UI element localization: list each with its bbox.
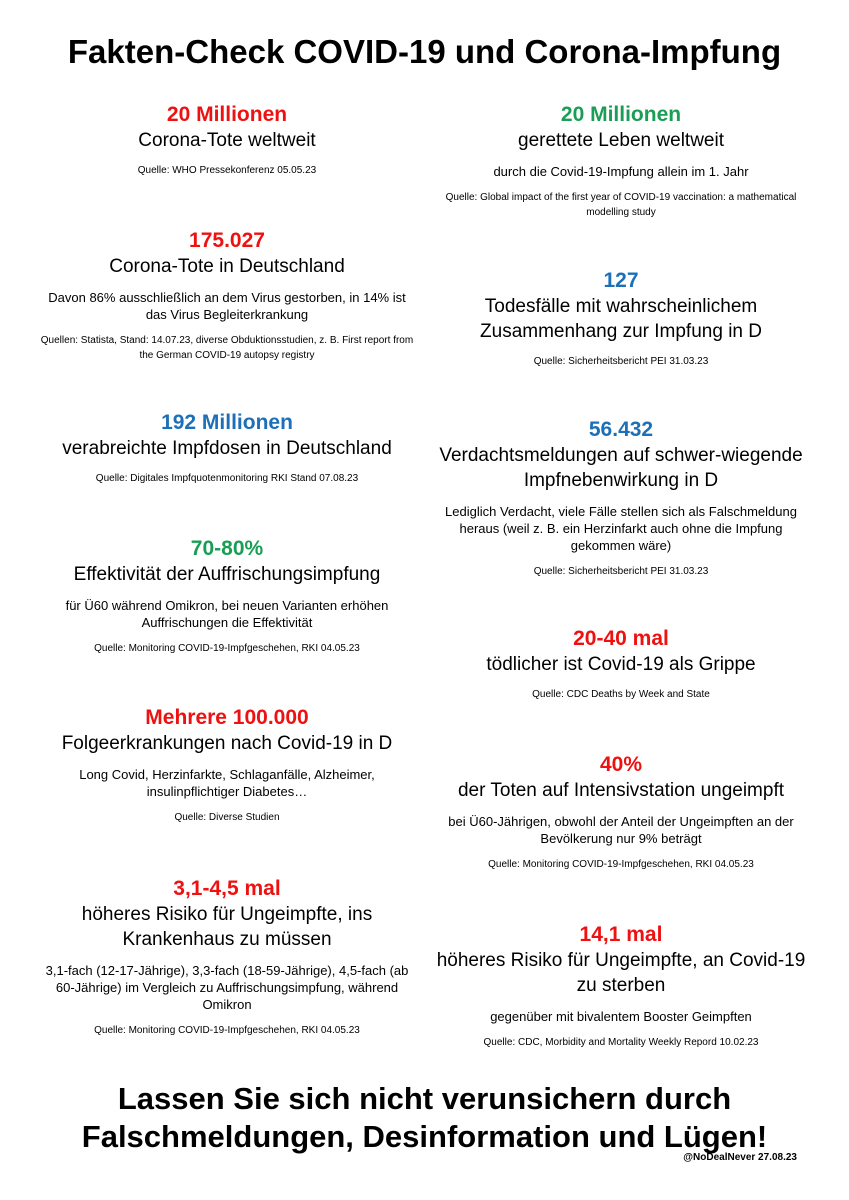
fact-description: durch die Covid-19-Impfung allein im 1. Jahr xyxy=(493,164,749,179)
fact-block-death-risk xyxy=(432,922,810,1050)
fact-block-vaccine-doses xyxy=(38,410,416,486)
fact-source: Quelle: Sicherheitsbericht PEI 31.03.23 xyxy=(533,356,709,367)
closing-message-text: Lassen Sie sich nicht verunsichern durch Falschmeldungen, Desinformation und Lügen! xyxy=(81,1081,768,1154)
fact-label: Folgeerkrankungen nach Covid-19 in D xyxy=(61,733,393,754)
fact-label: Corona-Tote weltweit xyxy=(138,130,316,151)
fact-block-hospital-risk xyxy=(38,876,416,1038)
fact-value: 40% xyxy=(599,753,643,776)
closing-message xyxy=(0,1080,849,1156)
fact-label: Effektivität der Auffrischungsimpfung xyxy=(73,564,381,585)
fact-source: Quellen: Statista, Stand: 14.07.23, diverse Obduktionsstudien, z. B. First report from the German COVID-19 autopsy registry xyxy=(40,335,414,361)
fact-block-lives-saved xyxy=(432,102,810,220)
fact-label: höheres Risiko für Ungeimpfte, ins Krankenhaus zu müssen xyxy=(81,904,373,950)
fact-label: gerettete Leben weltweit xyxy=(518,130,724,151)
fact-source: Quelle: Monitoring COVID-19-Impfgeschehen, RKI 04.05.23 xyxy=(94,643,360,654)
fact-source: Quelle: CDC, Morbidity and Mortality Weekly Repord 10.02.23 xyxy=(483,1037,759,1048)
fact-block-deaths-germany xyxy=(38,228,416,363)
fact-description: Long Covid, Herzinfarkte, Schlaganfälle, Alzheimer, insulinpflichtiger Diabetes… xyxy=(79,767,375,799)
fact-block-icu-unvaccinated xyxy=(432,752,810,872)
fact-block-side-effect-reports xyxy=(432,417,810,579)
fact-value: 20-40 mal xyxy=(573,627,669,650)
fact-source: Quelle: Global impact of the first year of COVID-19 vaccination: a mathematical modelling study xyxy=(445,192,797,218)
fact-value: 14,1 mal xyxy=(579,923,663,946)
fact-label: Verdachtsmeldungen auf schwer-wiegende Impfnebenwirkung in D xyxy=(439,445,803,491)
page-title: Fakten-Check COVID-19 und Corona-Impfung xyxy=(67,33,782,70)
fact-value: 20 Millionen xyxy=(560,103,682,126)
fact-description: Lediglich Verdacht, viele Fälle stellen sich als Falschmeldung heraus (weil z. B. ein Herzinfarkt auch ohne die Impfung gekommen wäre) xyxy=(445,504,797,553)
author-handle: @NoDealNever 27.08.23 xyxy=(683,1152,797,1163)
fact-value: 127 xyxy=(603,269,639,292)
fact-label: tödlicher ist Covid-19 als Grippe xyxy=(486,654,756,675)
fact-value: 70-80% xyxy=(190,537,264,560)
fact-block-vaccine-deaths xyxy=(432,268,810,369)
fact-source: Quelle: Sicherheitsbericht PEI 31.03.23 xyxy=(533,566,709,577)
fact-value: 3,1-4,5 mal xyxy=(173,877,281,900)
fact-block-deaths-worldwide xyxy=(38,102,416,178)
fact-description: gegenüber mit bivalentem Booster Geimpften xyxy=(490,1009,752,1024)
fact-value: Mehrere 100.000 xyxy=(145,706,309,729)
fact-block-flu-comparison xyxy=(432,626,810,702)
fact-value: 175.027 xyxy=(189,229,265,252)
fact-source: Quelle: Digitales Impfquotenmonitoring RKI Stand 07.08.23 xyxy=(95,473,359,484)
fact-description: für Ü60 während Omikron, bei neuen Varianten erhöhen Auffrischungen die Effektivität xyxy=(65,598,389,630)
fact-description: 3,1-fach (12-17-Jährige), 3,3-fach (18-59-Jährige), 4,5-fach (ab 60-Jährige) im Vergleich zu Auffrischungsimpfung, während Omikron xyxy=(45,963,409,1012)
fact-label: Corona-Tote in Deutschland xyxy=(109,256,345,277)
fact-description: bei Ü60-Jährigen, obwohl der Anteil der Ungeimpften an der Bevölkerung nur 9% beträgt xyxy=(448,814,794,846)
fact-source: Quelle: CDC Deaths by Week and State xyxy=(532,689,710,700)
fact-value: 20 Millionen xyxy=(166,103,288,126)
fact-label: höheres Risiko für Ungeimpfte, an Covid-19 zu sterben xyxy=(436,950,806,996)
fact-value: 56.432 xyxy=(588,418,654,441)
fact-description: Davon 86% ausschließlich an dem Virus gestorben, in 14% ist das Virus Begleiterkrankung xyxy=(48,290,406,322)
fact-label: Todesfälle mit wahrscheinlichem Zusammenhang zur Impfung in D xyxy=(480,296,762,342)
fact-block-booster-effectiveness xyxy=(38,536,416,656)
fact-source: Quelle: Monitoring COVID-19-Impfgeschehen, RKI 04.05.23 xyxy=(488,859,754,870)
fact-source: Quelle: Diverse Studien xyxy=(174,812,280,823)
fact-label: der Toten auf Intensivstation ungeimpft xyxy=(457,780,785,801)
fact-value: 192 Millionen xyxy=(161,411,293,434)
fact-source: Quelle: Monitoring COVID-19-Impfgeschehen, RKI 04.05.23 xyxy=(94,1025,360,1036)
fact-label: verabreichte Impfdosen in Deutschland xyxy=(62,438,392,459)
fact-source: Quelle: WHO Pressekonferenz 05.05.23 xyxy=(137,165,317,176)
fact-block-secondary-diseases xyxy=(38,705,416,825)
